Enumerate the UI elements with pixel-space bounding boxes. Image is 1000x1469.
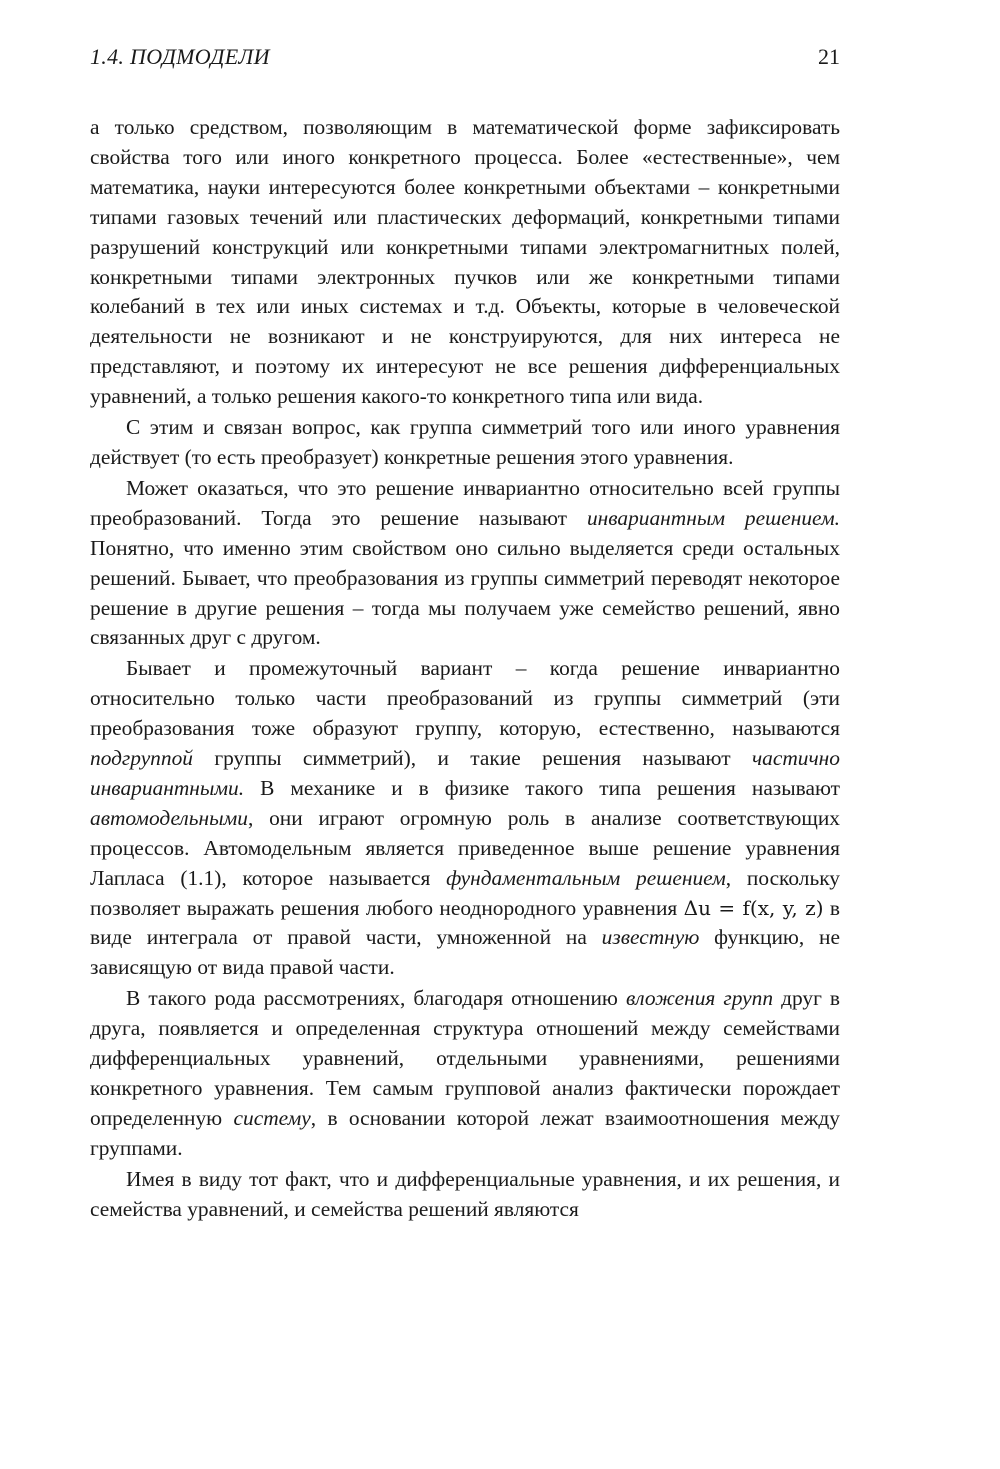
term-invariant-solution: инвариантным решением.	[586, 505, 841, 530]
running-header	[90, 44, 840, 74]
paragraph-6	[90, 1165, 840, 1225]
paragraph-3	[90, 474, 840, 653]
text-run: а только средством, позволяющим в математической форме зафиксировать свойства того или иного конкретного процесса. Более «естественные», чем математика, науки интересуются более конкретными объектами – конкретными типами газовых течений или пластических деформаций, конкретными типами разрушений конструкций или конкретными типами электромагнитных полей, конкретными типами электронных пучков или же конкретными типами колебаний в тех или иных системах и т.д. Объекты, которые в человеческой деятельности не возникают и не конструируются, для них интереса не представляют, и поэтому их интересуют не все решения дифференциальных уравнений, а только решения какого-то конкретного типа или вида.	[90, 115, 840, 409]
text-run: в виде интеграла от правой части, умноженной на	[90, 895, 840, 950]
term-group-embedding: вложения групп	[625, 986, 774, 1011]
paragraph-5	[90, 984, 840, 1163]
text-run: В механике и в физике такого типа решения называют	[244, 775, 840, 800]
text-run: Понятно, что именно этим свойством оно сильно выделяется среди остальных решений. Бывает, что преобразования из группы симметрий переводят некоторое решение в другие решения – тогда мы получаем уже семейство решений, явно связанных друг с другом.	[90, 535, 840, 650]
text-run: С этим и связан вопрос, как группа симметрий того или иного уравнения действует (то есть преобразует) конкретные решения этого уравнения.	[90, 415, 840, 469]
text-run: Бывает и промежуточный вариант – когда решение инвариантно относительно только части преобразований из группы симметрий (эти преобразования тоже образуют группу, которую, естественно, называются	[90, 656, 840, 741]
inline-formula: Δu = f(x, y, z)	[683, 895, 824, 920]
text-run: Имея в виду тот факт, что и дифференциальные уравнения, и их решения, и семейства уравнений, и семейства решений являются	[90, 1166, 840, 1221]
paragraph-1	[90, 113, 840, 412]
text-run: друг в друга, появляется и определенная структура отношений между семействами дифференциальных уравнений, отдельными уравнениями, решениями конкретного уравнения. Тем самым групповой анализ фактически порождает определенную	[90, 986, 841, 1130]
text-run: Может оказаться, что это решение инвариантно относительно всей группы преобразований. Тогда это решение называют	[90, 475, 840, 530]
text-run: , поскольку позволяет выражать решения любого неоднородного уравнения	[90, 865, 840, 920]
term-fundamental-solution: фундаментальным решением	[446, 865, 726, 890]
text-run: функцию, не зависящую от вида правой части.	[90, 925, 840, 980]
term-known: известную	[601, 925, 700, 950]
term-self-similar: автомодельными	[90, 805, 248, 830]
term-subgroup: подгруппой	[90, 746, 193, 771]
text-run: группы симметрий), и такие решения называют	[192, 746, 752, 771]
text-run: , они играют огромную роль в анализе соответствующих процессов. Автомодельным является приведенное выше решение уравнения Лапласа (1.1), которое называется	[90, 805, 840, 890]
text-run: В такого рода рассмотрениях, благодаря отношению	[126, 986, 626, 1011]
text-run: , в основании которой лежат взаимоотношения между группами.	[90, 1105, 841, 1160]
paragraph-2	[90, 413, 840, 473]
term-system: систему	[233, 1105, 311, 1130]
section-title: 1.4. ПОДМОДЕЛИ	[90, 44, 270, 69]
body-text	[90, 113, 840, 1225]
paragraph-4	[90, 654, 840, 983]
term-partially-invariant: частично инвариантными.	[90, 746, 840, 800]
page-number: 21	[818, 44, 840, 69]
